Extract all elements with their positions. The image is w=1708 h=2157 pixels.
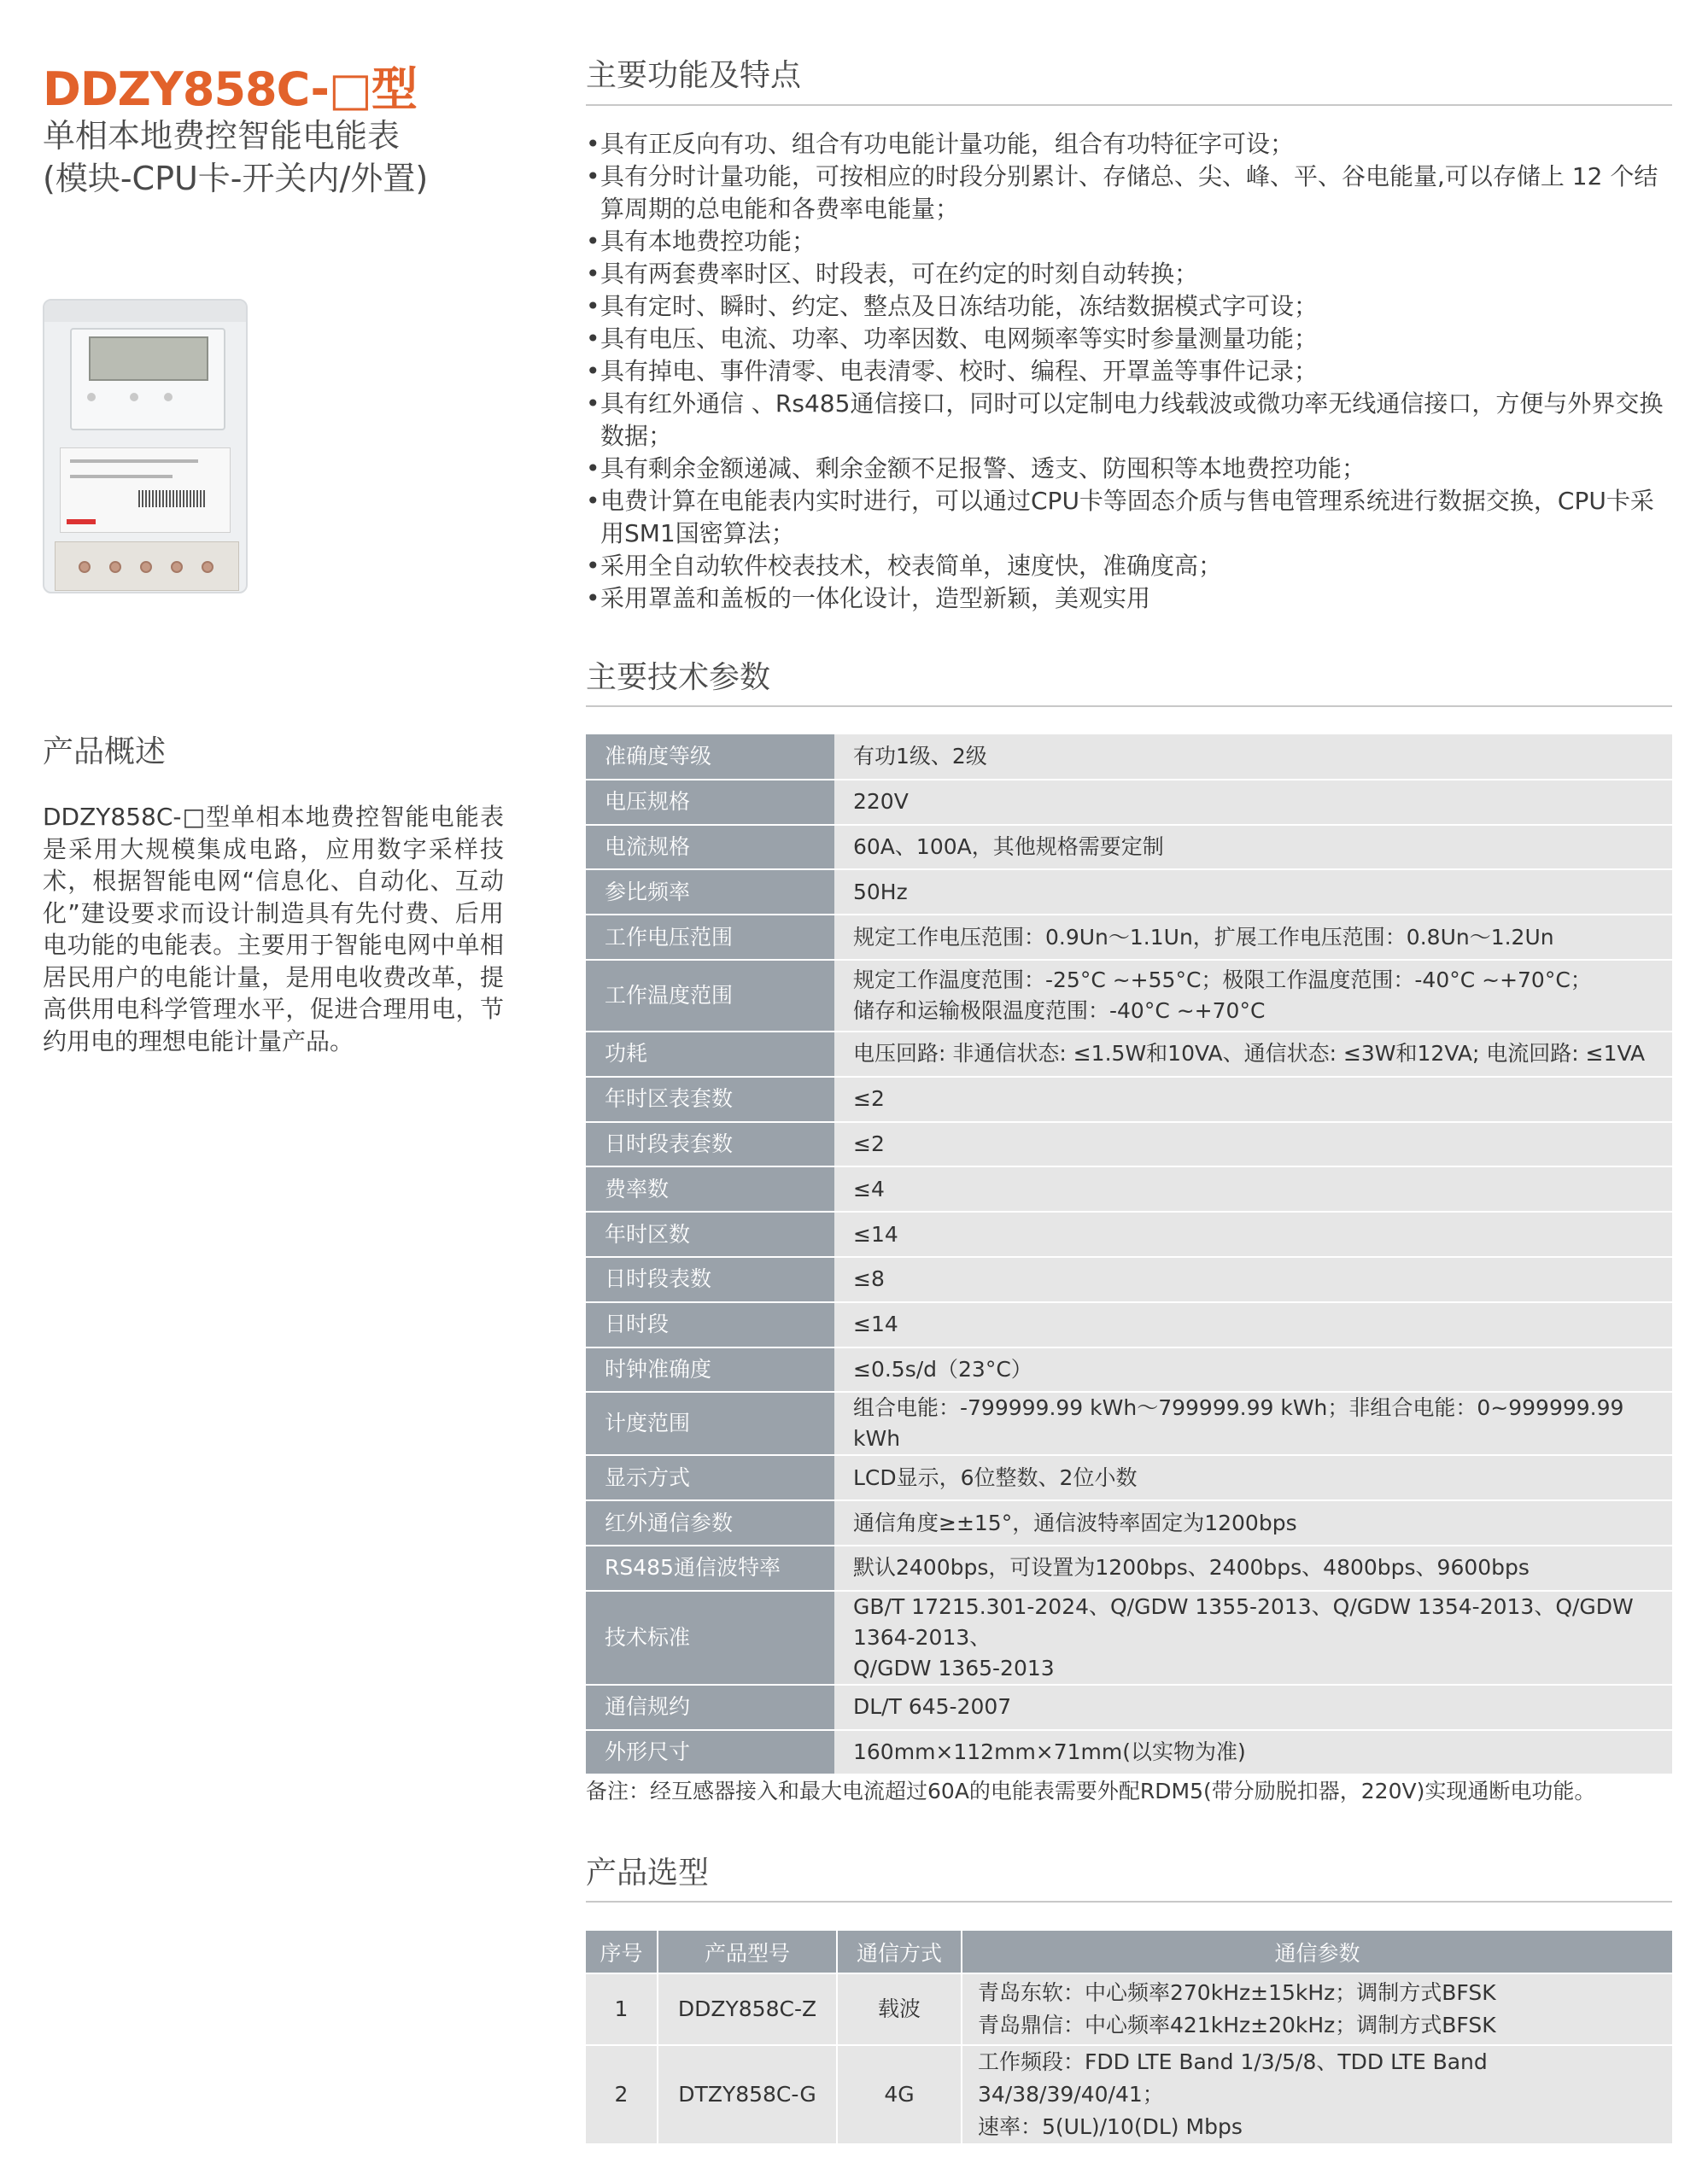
spec-row: [586, 1257, 1672, 1302]
spec-value-line: 规定工作温度范围：-25°C ~+55°C；极限工作温度范围：-40°C ~+70°C；: [853, 967, 1592, 992]
spec-key: 通信规约: [586, 1685, 834, 1730]
spec-value-line: GB/T 17215.301-2024、Q/GDW 1355-2013、Q/GDW 1354-2013、Q/GDW 1364-2013、: [853, 1593, 1634, 1650]
subtitle-line-2: (模块-CPU卡-开关内/外置): [43, 160, 429, 197]
spec-key: 时钟准确度: [586, 1347, 834, 1393]
spec-value-line: 220V: [853, 789, 909, 815]
selection-table: [586, 1931, 1672, 2143]
spec-value: [834, 1392, 1672, 1455]
selection-model-cell: DTZY858C-G: [658, 2045, 837, 2143]
selection-row: [586, 2045, 1672, 2143]
feature-item: • 具有正反向有功、组合有功电能计量功能，组合有功特征字可设；: [586, 128, 1676, 161]
selection-header-cell: 通信参数: [962, 1931, 1672, 1973]
spec-row: [586, 869, 1672, 915]
spec-key: 工作温度范围: [586, 960, 834, 1032]
feature-item: • 具有分时计量功能，可按相应的时段分别累计、存储总、尖、峰、平、谷电能量,可以存储上 12 个结算周期的总电能和各费率电能量；: [586, 161, 1676, 225]
meter-barcode: [138, 490, 205, 507]
spec-value: [834, 915, 1672, 960]
spec-row: [586, 1685, 1672, 1730]
selection-param-line: 青岛鼎信：中心频率421kHz±20kHz；调制方式BFSK: [978, 2013, 1496, 2037]
spec-row: [586, 1591, 1672, 1685]
terminal-screw: [140, 561, 152, 573]
spec-value-line: 组合电能：-799999.99 kWh～799999.99 kWh；非组合电能：0~999999.99 kWh: [853, 1395, 1624, 1452]
feature-item: • 具有定时、瞬时、约定、整点及日冻结功能，冻结数据模式字可设；: [586, 290, 1676, 323]
spec-row: [586, 960, 1672, 1032]
spec-key: 年时区数: [586, 1212, 834, 1257]
spec-value-line: 60A、100A，其他规格需要定制: [853, 833, 1164, 859]
spec-value-line: ≤8: [853, 1266, 885, 1292]
spec-row: [586, 780, 1672, 825]
specs-divider: [586, 705, 1672, 707]
selection-header-cell: 序号: [586, 1931, 658, 1973]
spec-value-line: LCD显示，6位整数、2位小数: [853, 1464, 1138, 1490]
spec-value: [834, 1500, 1672, 1546]
spec-key: RS485通信波特率: [586, 1546, 834, 1591]
terminal-screw: [171, 561, 183, 573]
spec-row: [586, 825, 1672, 870]
spec-row: [586, 1212, 1672, 1257]
spec-value: [834, 1455, 1672, 1500]
selection-params-cell: [962, 1973, 1672, 2045]
spec-value: [834, 1166, 1672, 1212]
selection-title: 产品选型: [586, 1856, 710, 1891]
spec-value: [834, 1032, 1672, 1077]
spec-key: 电流规格: [586, 825, 834, 870]
feature-item: • 采用罩盖和盖板的一体化设计，造型新颖，美观实用: [586, 582, 1676, 615]
electric-meter-image: [43, 299, 248, 593]
spec-key: 技术标准: [586, 1591, 834, 1685]
spec-value-line: ≤2: [853, 1131, 885, 1156]
spec-value: [834, 869, 1672, 915]
selection-param-line: 速率：5(UL)/10(DL) Mbps: [978, 2114, 1243, 2139]
spec-key: 准确度等级: [586, 734, 834, 780]
features-title: 主要功能及特点: [586, 58, 802, 93]
spec-value-line: ≤14: [853, 1312, 898, 1337]
spec-value: [834, 1077, 1672, 1122]
spec-key: 显示方式: [586, 1455, 834, 1500]
spec-value: [834, 1347, 1672, 1393]
meter-top-band: [44, 301, 246, 322]
spec-value: [834, 1212, 1672, 1257]
selection-header-cell: 产品型号: [658, 1931, 837, 1973]
selection-no-cell: 1: [586, 1973, 658, 2045]
selection-row: [586, 1973, 1672, 2045]
meter-brand-mark: [67, 519, 96, 524]
spec-row: [586, 1347, 1672, 1393]
spec-value-line: ≤2: [853, 1086, 885, 1112]
selection-param-line: 工作频段：FDD LTE Band 1/3/5/8、TDD LTE Band 34/38/39/40/41；: [978, 2049, 1488, 2107]
spec-row: [586, 1122, 1672, 1167]
overview-text: DDZY858C-□型单相本地费控智能电能表是采用大规模集成电路，应用数字采样技术，根据智能电网“信息化、自动化、互动化”建设要求而设计制造具有先付费、后用电功能的电能表。主要用于智能电网中单相居民用户的电能计量，是用电收费改革，提高供用电科学管理水平，促进合理用电，节约用电的理想电能计量产品。: [43, 803, 504, 1055]
feature-item: • 具有两套费率时区、时段表，可在约定的时刻自动转换；: [586, 258, 1676, 290]
feature-list: [586, 128, 1676, 615]
spec-value-line: 规定工作电压范围：0.9Un～1.1Un，扩展工作电压范围：0.8Un～1.2Un: [853, 924, 1554, 950]
spec-value: [834, 1591, 1672, 1685]
spec-row: [586, 1455, 1672, 1500]
spec-note: 备注：经互感器接入和最大电流超过60A的电能表需要外配RDM5(带分励脱扣器，220V)实现通断电功能。: [586, 1779, 1596, 1803]
spec-row: [586, 1730, 1672, 1775]
spec-value: [834, 960, 1672, 1032]
feature-item: • 采用全自动软件校表技术，校表简单，速度快，准确度高；: [586, 550, 1676, 582]
selection-params-cell: [962, 2045, 1672, 2143]
spec-value: [834, 1730, 1672, 1775]
terminal-screw: [202, 561, 214, 573]
nameplate-line: [70, 475, 173, 478]
feature-item: • 具有红外通信 、Rs485通信接口，同时可以定制电力线载波或微功率无线通信接口，方便与外界交换数据；: [586, 388, 1676, 453]
features-divider: [586, 104, 1672, 106]
spec-value-line: 有功1级、2级: [853, 743, 987, 769]
spec-key: 费率数: [586, 1166, 834, 1212]
selection-no-cell: 2: [586, 2045, 658, 2143]
meter-indicator-light: [164, 393, 173, 401]
selection-mode-cell: 载波: [837, 1973, 962, 2045]
spec-key: 计度范围: [586, 1392, 834, 1455]
product-model-title: DDZY858C-□型: [43, 62, 417, 116]
selection-param-line: 青岛东软：中心频率270kHz±15kHz；调制方式BFSK: [978, 1980, 1496, 2005]
spec-key: 参比频率: [586, 869, 834, 915]
selection-mode-cell: 4G: [837, 2045, 962, 2143]
spec-key: 电压规格: [586, 780, 834, 825]
spec-value-line: 电压回路: 非通信状态: ≤1.5W和10VA、通信状态: ≤3W和12VA; 电流回路: ≤1VA: [853, 1041, 1646, 1067]
meter-indicator-light: [87, 393, 96, 401]
spec-value-line: DL/T 645-2007: [853, 1694, 1012, 1720]
spec-row: [586, 1546, 1672, 1591]
spec-row: [586, 734, 1672, 780]
spec-key: 日时段: [586, 1302, 834, 1347]
feature-item: • 具有掉电、事件清零、电表清零、校时、编程、开罩盖等事件记录；: [586, 355, 1676, 388]
spec-value-line: ≤0.5s/d（23°C）: [853, 1356, 1032, 1382]
spec-value-line: 默认2400bps，可设置为1200bps、2400bps、4800bps、9600bps: [853, 1555, 1530, 1581]
meter-lcd-display: [89, 336, 208, 381]
spec-value: [834, 1302, 1672, 1347]
spec-value: [834, 825, 1672, 870]
spec-value: [834, 734, 1672, 780]
spec-row: [586, 1032, 1672, 1077]
spec-key: 红外通信参数: [586, 1500, 834, 1546]
spec-key: 日时段表套数: [586, 1122, 834, 1167]
spec-key: 外形尺寸: [586, 1730, 834, 1775]
meter-indicator-light: [130, 393, 138, 401]
spec-value-line: 160mm×112mm×71mm(以实物为准): [853, 1739, 1246, 1764]
spec-value: [834, 1122, 1672, 1167]
spec-value-line: 50Hz: [853, 879, 908, 904]
spec-table: [586, 734, 1672, 1775]
spec-key: 年时区表套数: [586, 1077, 834, 1122]
specs-title: 主要技术参数: [586, 660, 771, 695]
spec-row: [586, 1077, 1672, 1122]
spec-key: 工作电压范围: [586, 915, 834, 960]
spec-row: [586, 1500, 1672, 1546]
spec-key: 日时段表数: [586, 1257, 834, 1302]
feature-item: • 电费计算在电能表内实时进行，可以通过CPU卡等固态介质与售电管理系统进行数据交换，CPU卡采用SM1国密算法；: [586, 485, 1676, 550]
terminal-screw: [109, 561, 121, 573]
spec-row: [586, 1302, 1672, 1347]
feature-item: • 具有剩余金额递减、剩余金额不足报警、透支、防囤积等本地费控功能；: [586, 453, 1676, 485]
subtitle-line-1: 单相本地费控智能电能表: [43, 117, 401, 155]
spec-value: [834, 780, 1672, 825]
spec-value-line: Q/GDW 1365-2013: [853, 1655, 1055, 1681]
overview-title: 产品概述: [43, 734, 167, 769]
feature-item: • 具有电压、电流、功率、功率因数、电网频率等实时参量测量功能；: [586, 323, 1676, 355]
spec-value: [834, 1257, 1672, 1302]
spec-value-line: 通信角度≥±15°，通信波特率固定为1200bps: [853, 1510, 1297, 1535]
spec-row: [586, 1166, 1672, 1212]
selection-header-cell: 通信方式: [837, 1931, 962, 1973]
feature-item: • 具有本地费控功能；: [586, 225, 1676, 258]
spec-value-line: 储存和运输极限温度范围：-40°C ~+70°C: [853, 997, 1266, 1023]
spec-value-line: ≤4: [853, 1176, 885, 1201]
spec-row: [586, 915, 1672, 960]
spec-row: [586, 1392, 1672, 1455]
spec-value-line: ≤14: [853, 1221, 898, 1247]
selection-model-cell: DDZY858C-Z: [658, 1973, 837, 2045]
terminal-screw: [79, 561, 91, 573]
spec-key: 功耗: [586, 1032, 834, 1077]
selection-divider: [586, 1901, 1672, 1903]
nameplate-line: [70, 459, 198, 463]
spec-value: [834, 1685, 1672, 1730]
spec-value: [834, 1546, 1672, 1591]
product-subtitle: [43, 114, 428, 200]
